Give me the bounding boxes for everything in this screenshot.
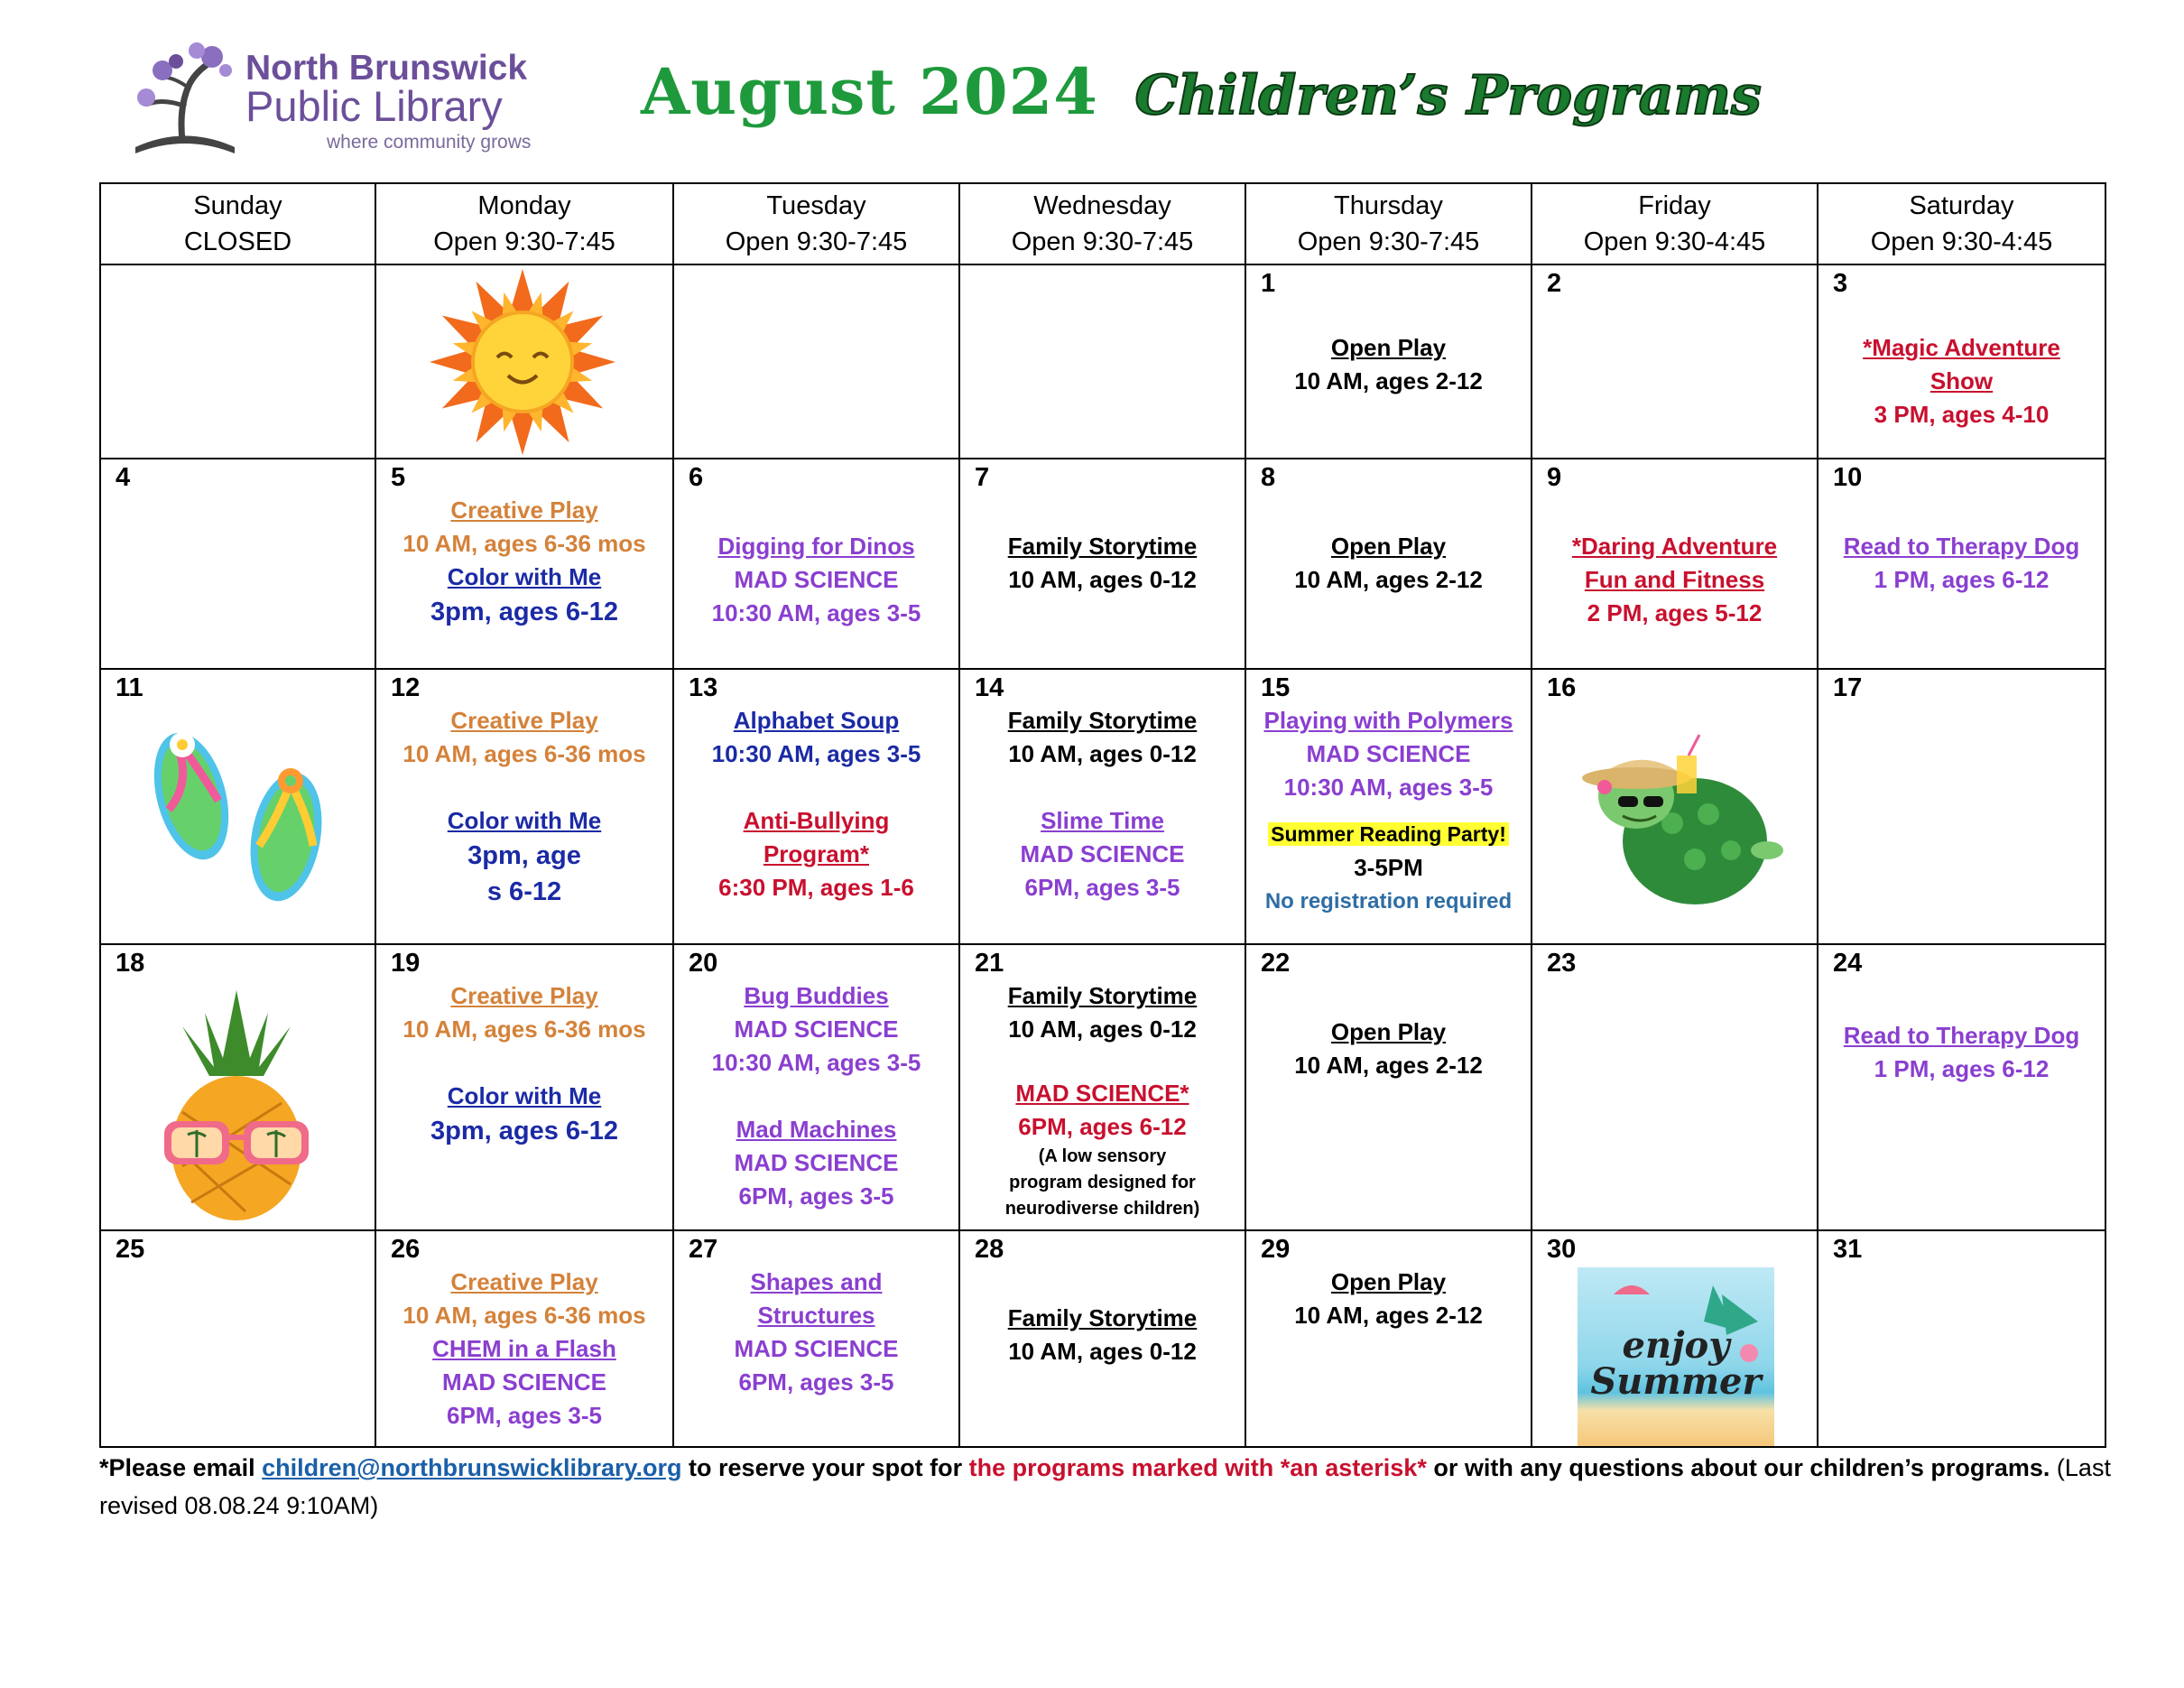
logo-tagline: where community grows: [327, 132, 532, 153]
event: Open Play 10 AM, ages 2-12: [1294, 334, 1483, 394]
header-tuesday: Tuesday Open 9:30-7:45: [673, 183, 959, 264]
event: Read to Therapy Dog 1 PM, ages 6-12: [1843, 533, 2080, 593]
date-number: 18: [116, 949, 145, 978]
day-cell-28: [959, 1230, 1245, 1447]
week-row: [100, 459, 2105, 669]
date-number: 19: [391, 949, 421, 978]
day-cell-6: [673, 459, 959, 669]
header-saturday: Saturday Open 9:30-4:45: [1818, 183, 2105, 264]
event: Playing with Polymers MAD SCIENCE 10:30 AM, ages 3-5 Summer Reading Party! 3-5PM No registration required: [1263, 707, 1513, 914]
day-cell-12: [375, 669, 673, 944]
header-thursday: Thursday Open 9:30-7:45: [1245, 183, 1532, 264]
event: Shapes and Structures MAD SCIENCE 6PM, ages 3-5: [734, 1268, 899, 1396]
date-number: 9: [1547, 463, 1562, 492]
weekday-header-row: [100, 183, 2105, 264]
date-number: 29: [1261, 1235, 1291, 1264]
day-cell-7: [959, 459, 1245, 669]
date-number: 12: [391, 673, 421, 702]
day-cell-4: [100, 459, 375, 669]
summer-party-highlight: Summer Reading Party!: [1268, 822, 1509, 846]
day-cell-31: [1818, 1230, 2105, 1447]
title-subtitle: Children’s Programs: [1134, 64, 1762, 127]
date-number: 16: [1547, 673, 1577, 702]
event-magic-show: *Magic Adventure Show 3 PM, ages 4-10: [1863, 334, 2060, 428]
day-cell-13: [673, 669, 959, 944]
date-number: 27: [689, 1235, 718, 1264]
event: Family Storytime 10 AM, ages 0-12: [1007, 533, 1198, 593]
week-row: [100, 1230, 2105, 1447]
enjoy-text: enjoy: [1622, 1324, 1730, 1367]
event: Creative Play 10 AM, ages 6-36 mos Color with Me 3pm, age s 6-12: [403, 707, 646, 906]
header-sunday: Sunday CLOSED: [100, 183, 375, 264]
day-cell-27: [673, 1230, 959, 1447]
day-cell-empty: [100, 264, 375, 459]
flip-flops-icon: [142, 710, 340, 914]
date-number: 26: [391, 1235, 421, 1264]
calendar-table: [99, 182, 2106, 1448]
day-cell-19: [375, 944, 673, 1230]
day-cell-16: [1532, 669, 1818, 944]
event: Family Storytime 10 AM, ages 0-12 Slime Time MAD SCIENCE 6PM, ages 3-5: [1007, 707, 1198, 901]
day-cell-22: [1245, 944, 1532, 1230]
date-number: 13: [689, 673, 718, 702]
pineapple-icon: [155, 986, 318, 1225]
day-cell-20: [673, 944, 959, 1230]
header-monday: Monday Open 9:30-7:45: [375, 183, 673, 264]
header-friday: Friday Open 9:30-4:45: [1532, 183, 1818, 264]
day-cell-empty: [673, 264, 959, 459]
date-number: 23: [1547, 949, 1577, 978]
day-cell-10: [1818, 459, 2105, 669]
date-number: 14: [975, 673, 1004, 702]
day-cell-5: [375, 459, 673, 669]
day-cell-8: [1245, 459, 1532, 669]
event: Alphabet Soup 10:30 AM, ages 3-5 Anti-Bullying Program* 6:30 PM, ages 1-6: [711, 707, 921, 901]
event: *Daring Adventure Fun and Fitness 2 PM, ages 5-12: [1571, 533, 1778, 626]
date-number: 5: [391, 463, 406, 492]
date-number: 11: [116, 673, 143, 702]
day-cell-25: [100, 1230, 375, 1447]
title-month: August 2024: [641, 54, 1098, 129]
event: Bug Buddies MAD SCIENCE 10:30 AM, ages 3-5 Mad Machines MAD SCIENCE 6PM, ages 3-5: [711, 982, 921, 1210]
date-number: 15: [1261, 673, 1291, 702]
event: Read to Therapy Dog 1 PM, ages 6-12: [1843, 1022, 2080, 1082]
event: Creative Play 10 AM, ages 6-36 mos Color with Me 3pm, ages 6-12: [403, 496, 646, 626]
header-wednesday: Wednesday Open 9:30-7:45: [959, 183, 1245, 264]
week-row: [100, 669, 2105, 944]
event: Open Play 10 AM, ages 2-12: [1294, 533, 1483, 593]
date-number: 31: [1833, 1235, 1863, 1264]
day-cell-17: [1818, 669, 2105, 944]
date-number: 21: [975, 949, 1004, 978]
date-number: 22: [1261, 949, 1291, 978]
sun-icon: [426, 267, 620, 457]
week-row: [100, 944, 2105, 1230]
day-cell-empty: [375, 264, 673, 459]
event: Creative Play 10 AM, ages 6-36 mos Color with Me 3pm, ages 6-12: [403, 982, 646, 1145]
date-number: 7: [975, 463, 990, 492]
date-number: 1: [1261, 269, 1276, 298]
event: Creative Play 10 AM, ages 6-36 mos CHEM in a Flash MAD SCIENCE 6PM, ages 3-5: [403, 1268, 646, 1429]
day-cell-empty: [959, 264, 1245, 459]
day-cell-18: [100, 944, 375, 1230]
date-number: 4: [116, 463, 131, 492]
date-number: 3: [1833, 269, 1848, 298]
day-cell-21: [959, 944, 1245, 1230]
week-row: [100, 264, 2105, 459]
date-number: 20: [689, 949, 718, 978]
day-cell-11: [100, 669, 375, 944]
summer-text: Summer: [1590, 1360, 1762, 1403]
day-cell-23: [1532, 944, 1818, 1230]
day-cell-29: [1245, 1230, 1532, 1447]
date-number: 6: [689, 463, 704, 492]
event: Open Play 10 AM, ages 2-12: [1294, 1268, 1483, 1329]
day-cell-15: [1245, 669, 1532, 944]
day-cell-2: [1532, 264, 1818, 459]
footer-note: *Please email children@northbrunswicklibrary.org to reserve your spot for the programs marked with *an asterisk* or with any questions about our children’s programs. (Last revised 08.08.24 9:10AM): [99, 1454, 2111, 1519]
date-number: 10: [1833, 463, 1863, 492]
date-number: 28: [975, 1235, 1004, 1264]
date-number: 30: [1547, 1235, 1577, 1264]
day-cell-26: [375, 1230, 673, 1447]
tree-book-icon: [126, 34, 244, 156]
logo-line-2: Public Library: [245, 82, 503, 130]
turtle-icon: [1573, 733, 1799, 914]
day-cell-14: [959, 669, 1245, 944]
date-number: 24: [1833, 949, 1863, 978]
date-number: 25: [116, 1235, 145, 1264]
day-cell-24: [1818, 944, 2105, 1230]
page-title: [641, 54, 1762, 129]
day-cell-3: [1818, 264, 2105, 459]
enjoy-summer-image: [1578, 1267, 1774, 1446]
date-number: 8: [1261, 463, 1276, 492]
event: Open Play 10 AM, ages 2-12: [1294, 1018, 1483, 1079]
logo-line-1: North Brunswick: [245, 49, 528, 88]
day-cell-30: [1532, 1230, 1818, 1447]
day-cell-9: [1532, 459, 1818, 669]
event: Digging for Dinos MAD SCIENCE 10:30 AM, ages 3-5: [711, 533, 921, 626]
event: Family Storytime 10 AM, ages 0-12: [1007, 1304, 1198, 1365]
email-link[interactable]: children@northbrunswicklibrary.org: [262, 1454, 682, 1481]
date-number: 2: [1547, 269, 1562, 298]
day-cell-1: [1245, 264, 1532, 459]
date-number: 17: [1833, 673, 1863, 702]
library-logo: [126, 34, 569, 156]
event: Family Storytime 10 AM, ages 0-12 MAD SCIENCE* 6PM, ages 6-12 (A low sensory program designed for neurodiverse children): [1004, 982, 1200, 1219]
